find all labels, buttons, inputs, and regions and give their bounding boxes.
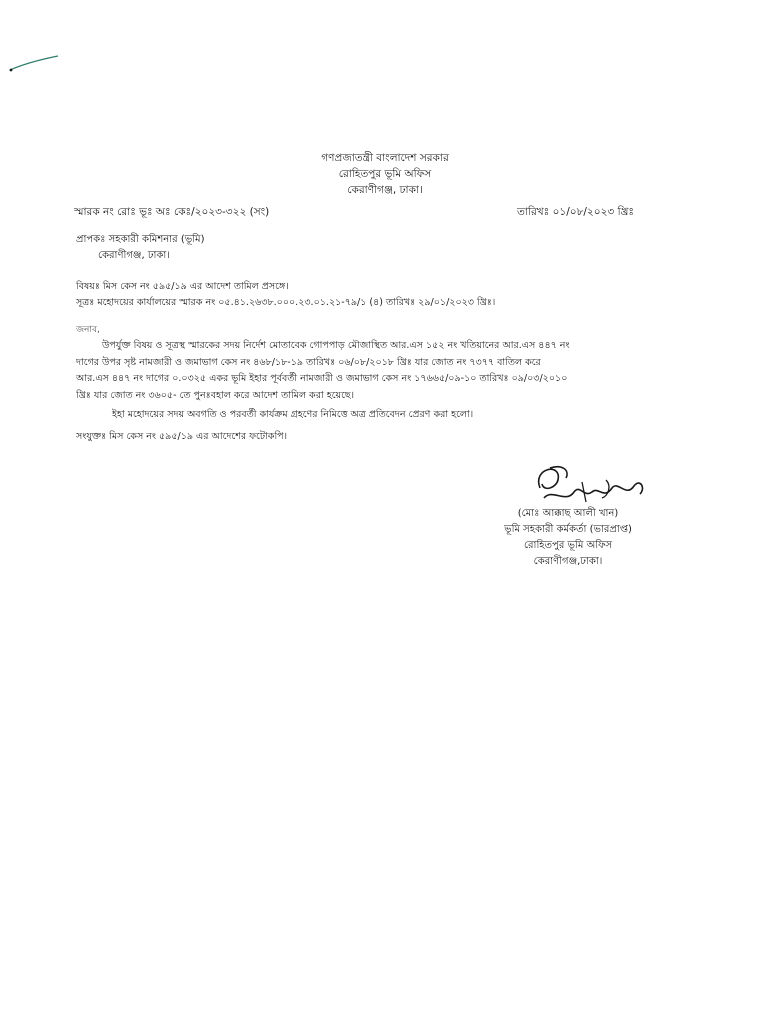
pen-stroke-mark-icon [8,52,60,74]
recipient-block [76,232,205,264]
body-line: আর.এস ৪৪৭ নং দাগের ০.০৩২৫ একর ভূমি ইহার পূর্ববর্তী নামজারী ও জমাভাগ কেস নং ১৭৬৬৫/০৯-১০ তারিখঃ ০৯/০৩/২০১০ [76,373,568,384]
body-line: দাগের উপর সৃষ্ট নামজারী ও জমাভাগ কেস নং ৪৬৮/১৮-১৯ তারিখঃ ০৬/০৮/২০১৮ খ্রিঃ যার জোত নং ৭৩৭৭ বাতিল করে [76,356,541,368]
signatory-name: (মোঃ আক্কাছ আলী খান) [517,508,619,519]
recipient-title: প্রাপকঃ সহকারী কমিশনার (ভূমি) [76,234,205,245]
subject-line: বিষয়ঃ মিস কেস নং ৫৯৫/১৯ এর আদেশ তামিল প্রসঙ্গে। [76,281,289,292]
handwritten-signature-icon [522,458,652,510]
body-paragraph [76,338,636,404]
memo-row [74,205,634,221]
signatory-designation: ভূমি সহকারী কর্মকর্তা (ভারপ্রাপ্ত) [504,524,632,535]
closing-line: ইহা মহোদয়ের সদয় অবগতি ও পরবর্তী কার্যক্রম গ্রহণের নিমিত্তে অত্র প্রতিবেদন প্রেরণ করা হলো। [112,409,474,420]
enclosure-line: সংযুক্তঃ মিস কেস নং ৫৯৫/১৯ এর আদেশের ফটোকপি। [76,431,288,442]
subject-block [76,279,636,311]
salutation: জনাব, [76,325,100,335]
recipient-address: কেরাণীগঞ্জ, ঢাকা। [98,250,170,261]
signatory-block [468,506,668,570]
body-line: উপর্যুক্ত বিষয় ও সূত্রস্থ স্মারকের সদয় নির্দেশ মোতাবেক গোপপাড় মৌজাস্থিত আর.এস ১৫২ নং খতিয়ানের আর.এস ৪৪৭ নং [102,340,570,351]
letterhead-location: কেরাণীগঞ্জ, ঢাকা। [347,184,423,196]
letterhead [240,150,530,198]
letterhead-office: রোহিতপুর ভূমি অফিস [338,168,432,180]
memo-date: তারিখঃ ০১/০৮/২০২৩ খ্রিঃ [517,206,634,218]
body-line: খ্রিঃ যার জোত নং ৩৬০৫- তে পুনঃবহাল করে আদেশ তামিল করা হয়েছে। [76,389,355,401]
memo-number: স্মারক নং রোঃ ভূঃ অঃ কেঃ/২০২৩-৩২২ (সং) [74,206,270,218]
signatory-location: কেরাণীগঞ্জ,ঢাকা। [533,556,603,567]
letterhead-government: গণপ্রজাতন্ত্রী বাংলাদেশ সরকার [321,152,449,164]
reference-line: সূত্রঃ মহোদয়ের কার্যালয়ের স্মারক নং ০৫.৪১.২৬৩৮.০০০.২৩.০১.২১-৭৯/১ (৪) তারিখঃ ২৯/০১/২০২৩ খ্রিঃ। [76,297,496,308]
signatory-office: রোহিতপুর ভূমি অফিস [523,540,613,551]
